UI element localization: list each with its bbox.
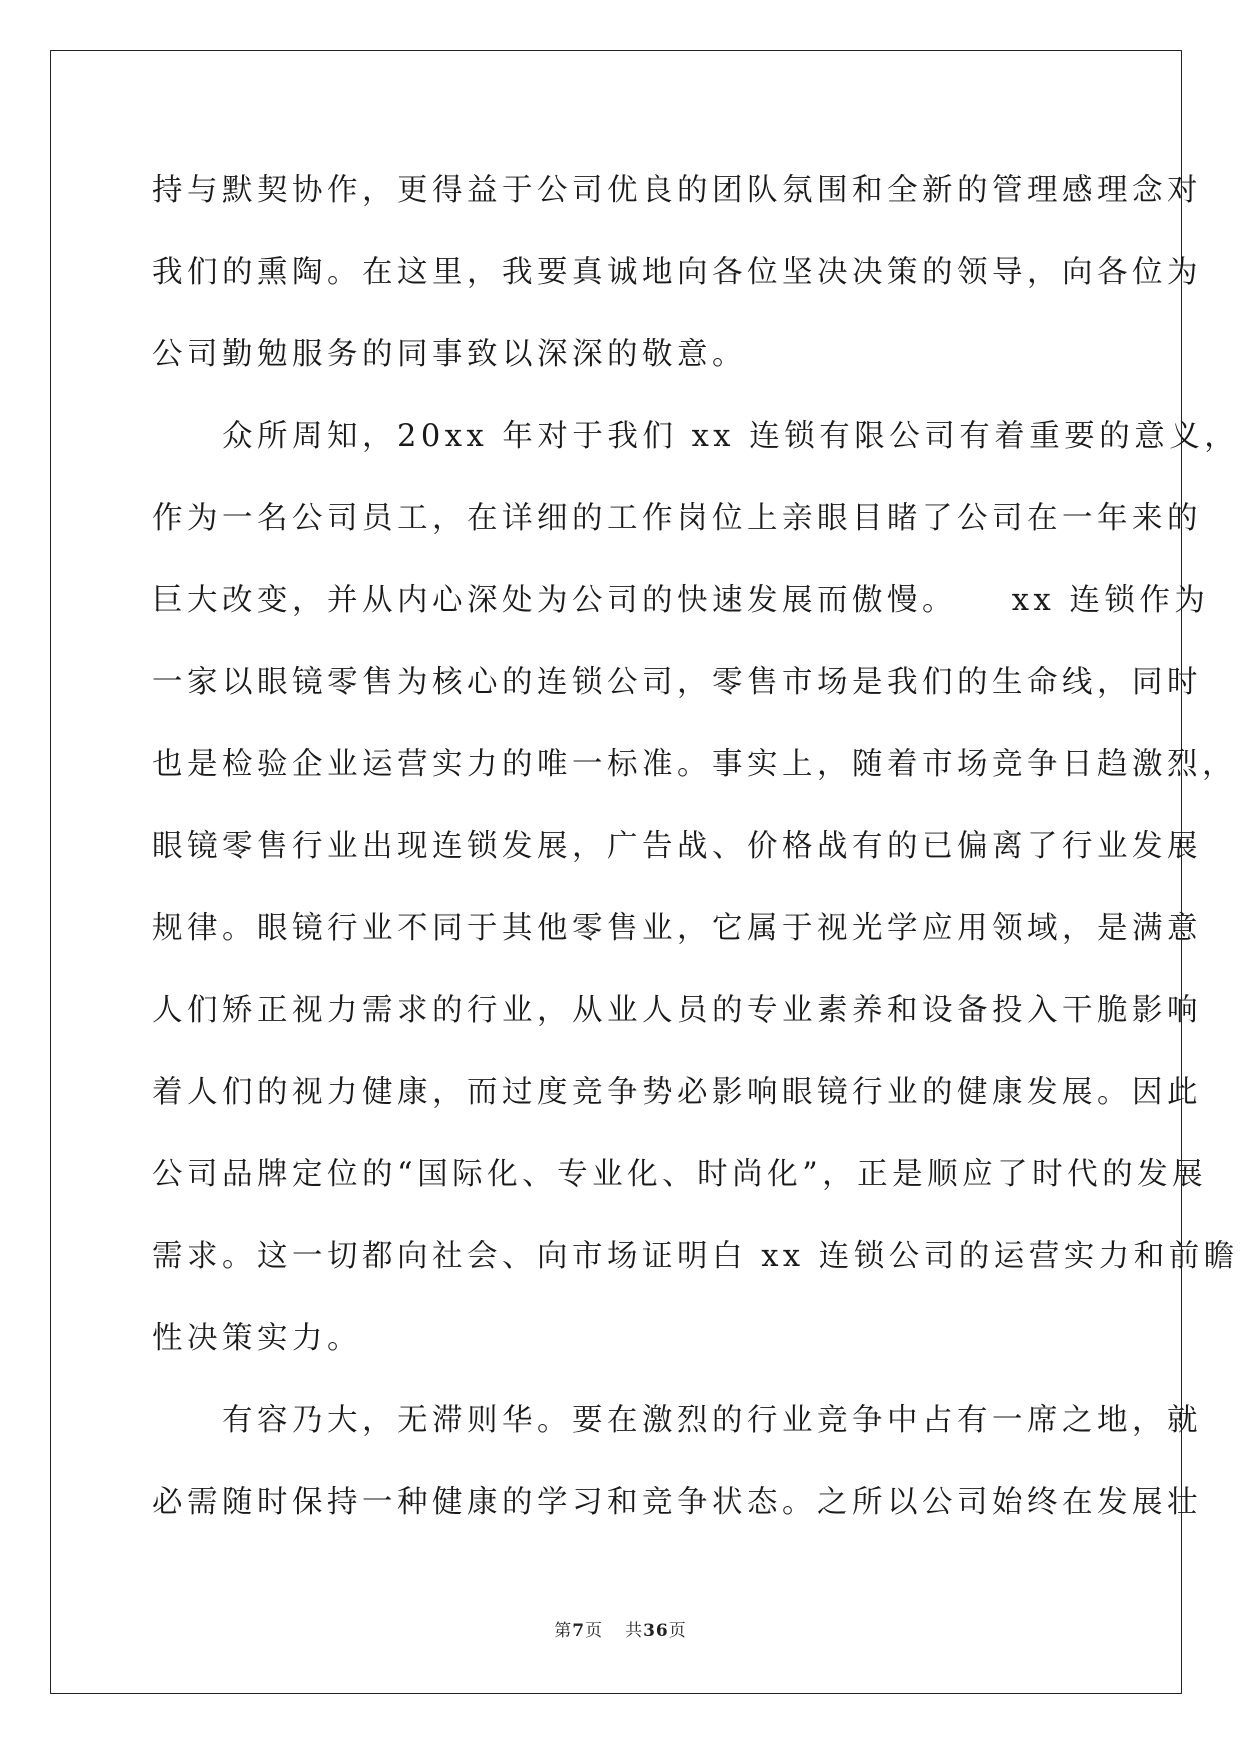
total-pages: 36 [643,1621,669,1641]
text-line: 需求。这一切都向社会、向市场证明白 xx 连锁公司的运营实力和前瞻 [152,1239,1239,1274]
total-suffix: 页 [668,1621,687,1641]
text-line: 一家以眼镜零售为核心的连锁公司，零售市场是我们的生命线，同时 [152,665,1202,700]
text-line: 有容乃大，无滞则华。要在激烈的行业竞争中占有一席之地，就 [152,1403,1202,1438]
total-prefix: 共 [625,1621,644,1641]
text-line: 我们的熏陶。在这里，我要真诚地向各位坚决决策的领导，向各位为 [152,255,1202,290]
page-suffix: 页 [585,1621,604,1641]
text-line: 着人们的视力健康，而过度竞争势必影响眼镜行业的健康发展。因此 [152,1075,1202,1110]
text-line: 众所周知，20xx 年对于我们 xx 连锁有限公司有着重要的意义， [152,419,1240,454]
text-line: 人们矫正视力需求的行业，从业人员的专业素养和设备投入干脆影响 [152,993,1202,1028]
text-line: 持与默契协作，更得益于公司优良的团队氛围和全新的管理感理念对 [152,173,1202,208]
text-line: 眼镜零售行业出现连锁发展，广告战、价格战有的已偏离了行业发展 [152,829,1202,864]
text-line: 必需随时保持一种健康的学习和竞争状态。之所以公司始终在发展壮 [152,1485,1202,1520]
text-line: 也是检验企业运营实力的唯一标准。事实上，随着市场竞争日趋激烈， [152,747,1237,782]
text-line: 作为一名公司员工，在详细的工作岗位上亲眼目睹了公司在一年来的 [152,501,1202,536]
text-line: 规律。眼镜行业不同于其他零售业，它属于视光学应用领域，是满意 [152,911,1202,946]
text-line: 巨大改变，并从内心深处为公司的快速发展而傲慢。 xx 连锁作为 [152,583,1210,618]
page-prefix: 第 [554,1621,573,1641]
text-line: 性决策实力。 [152,1321,362,1356]
document-body [152,160,1240,1554]
text-line: 公司品牌定位的“国际化、专业化、时尚化”，正是顺应了时代的发展 [152,1157,1208,1192]
text-line: 公司勤勉服务的同事致以深深的敬意。 [152,337,747,372]
page-footer [0,1616,1241,1641]
page-number: 7 [572,1621,586,1641]
